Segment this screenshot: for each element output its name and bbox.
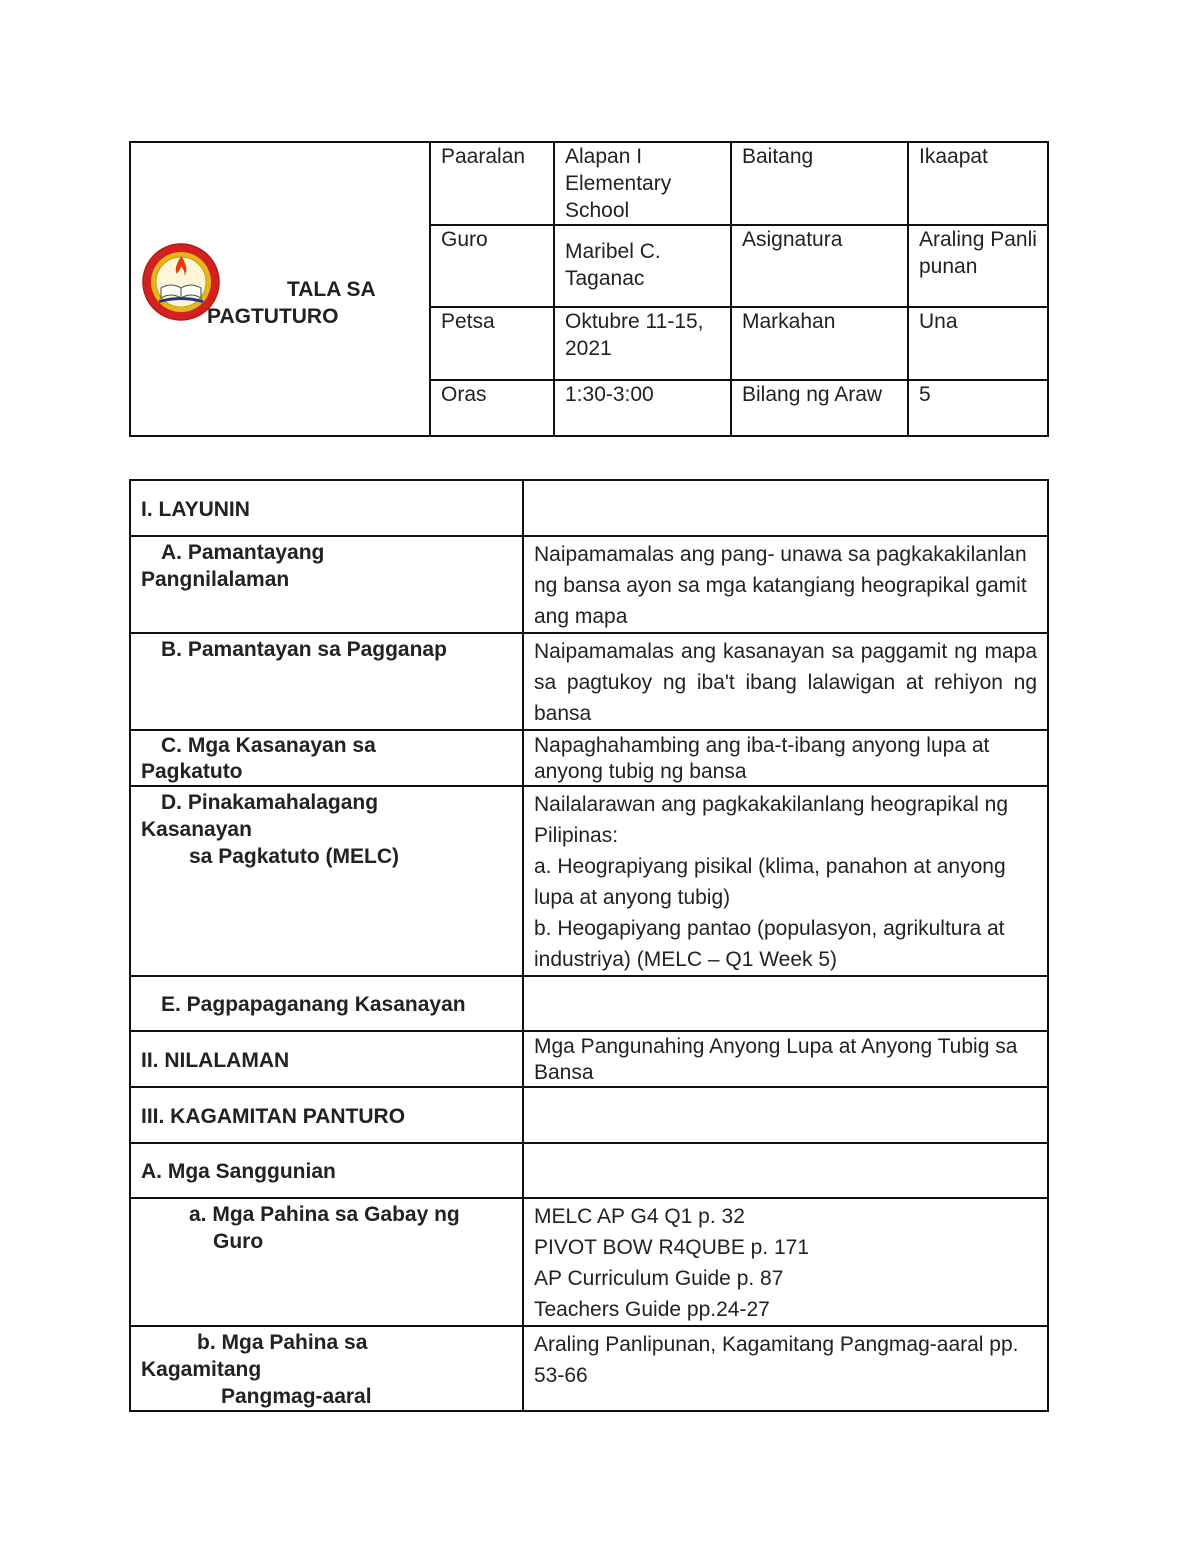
kasanayan-label-line1: C. Mga Kasanayan sa (161, 734, 376, 757)
pamantayang-label-line2: Pangnilalaman (141, 568, 290, 591)
title-cell (130, 142, 430, 436)
markahan-label: Markahan (731, 307, 908, 380)
melc-value-intro: Nailalarawan ang pagkakakilanlang heograpikal ng Pilipinas: (534, 793, 1008, 847)
gabay-label-line2: Guro (213, 1230, 264, 1253)
lesson-plan-table (129, 479, 1049, 1412)
bilang-value: 5 (908, 380, 1048, 436)
kagamitang-value: Araling Panlipunan, Kagamitang Pangmag-aaral pp. 53-66 (523, 1326, 1048, 1411)
kagamitang-label-line2: Kagamitang (141, 1358, 262, 1381)
paaralan-value: Alapan I Elementary School (554, 142, 731, 225)
petsa-value: Oktubre 11-15, 2021 (554, 307, 731, 380)
gabay-value-1: MELC AP G4 Q1 p. 32 (534, 1205, 745, 1228)
pagpapaganang-label-line: E. Pagpapaganang Kasanayan (161, 993, 466, 1016)
oras-label: Oras (430, 380, 554, 436)
kasanayan-label (130, 730, 523, 786)
melc-label-line1: D. Pinakamahalagang (161, 791, 379, 814)
kasanayan-value: Napaghahambing ang iba-t-ibang anyong lupa at anyong tubig ng bansa (523, 730, 1048, 786)
layunin-value (523, 480, 1048, 536)
nilalaman-value: Mga Pangunahing Anyong Lupa at Anyong Tubig sa Bansa (523, 1031, 1048, 1087)
title-line-2: PAGTUTURO (207, 305, 339, 328)
kagamitan-value (523, 1087, 1048, 1143)
document-title (131, 276, 429, 330)
guro-label: Guro (430, 225, 554, 307)
kagamitang-label (130, 1326, 523, 1411)
title-line-1: TALA SA (287, 278, 376, 301)
sanggunian-label: A. Mga Sanggunian (130, 1143, 523, 1198)
baitang-value: Ikaapat (908, 142, 1048, 225)
pamantayang-label-line1: A. Pamantayang (161, 541, 325, 564)
kagamitang-label-line1: b. Mga Pahina sa (197, 1331, 368, 1354)
melc-label-line3: sa Pagkatuto (MELC) (189, 845, 400, 868)
asignatura-value: Araling Panlipunan (908, 225, 1048, 307)
guro-value: Maribel C. Taganac (554, 225, 731, 307)
gabay-value-4: Teachers Guide pp.24-27 (534, 1298, 770, 1321)
markahan-value: Una (908, 307, 1048, 380)
header-table (129, 141, 1049, 437)
gabay-values (523, 1198, 1048, 1326)
nilalaman-label: II. NILALAMAN (130, 1031, 523, 1087)
kagamitan-label: III. KAGAMITAN PANTURO (130, 1087, 523, 1143)
pamantayang-label (130, 536, 523, 633)
gabay-value-2: PIVOT BOW R4QUBE p. 171 (534, 1236, 810, 1259)
gabay-label (130, 1198, 523, 1326)
gabay-value-3: AP Curriculum Guide p. 87 (534, 1267, 784, 1290)
melc-value-b: b. Heogapiyang pantao (populasyon, agrikultura at industriya) (MELC – Q1 Week 5) (534, 917, 1005, 971)
pamantayang-value: Naipamamalas ang pang- unawa sa pagkakakilanlan ng bansa ayon sa mga katangiang heograpikal gamit ang mapa (523, 536, 1048, 633)
melc-label (130, 786, 523, 976)
pagpapaganang-value (523, 976, 1048, 1031)
melc-value-a: a. Heograpiyang pisikal (klima, panahon at anyong lupa at anyong tubig) (534, 855, 1006, 909)
pagpapaganang-label (130, 976, 523, 1031)
kagamitang-label-line3: Pangmag-aaral (221, 1385, 372, 1408)
layunin-label: I. LAYUNIN (130, 480, 523, 536)
petsa-label: Petsa (430, 307, 554, 380)
asignatura-label: Asignatura (731, 225, 908, 307)
kasanayan-label-line2: Pagkatuto (141, 760, 243, 783)
oras-value: 1:30-3:00 (554, 380, 731, 436)
baitang-label: Baitang (731, 142, 908, 225)
melc-label-line2: Kasanayan (141, 818, 252, 841)
sanggunian-value (523, 1143, 1048, 1198)
paaralan-label: Paaralan (430, 142, 554, 225)
pagganap-value: Naipamamalas ang kasanayan sa paggamit ng mapa sa pagtukoy ng iba't ibang lalawigan at rehiyon ng bansa (523, 633, 1048, 730)
bilang-label: Bilang ng Araw (731, 380, 908, 436)
pagganap-label (130, 633, 523, 730)
melc-value (523, 786, 1048, 976)
pagganap-label-line: B. Pamantayan sa Pagganap (161, 638, 447, 661)
gabay-label-line1: a. Mga Pahina sa Gabay ng (189, 1203, 460, 1226)
